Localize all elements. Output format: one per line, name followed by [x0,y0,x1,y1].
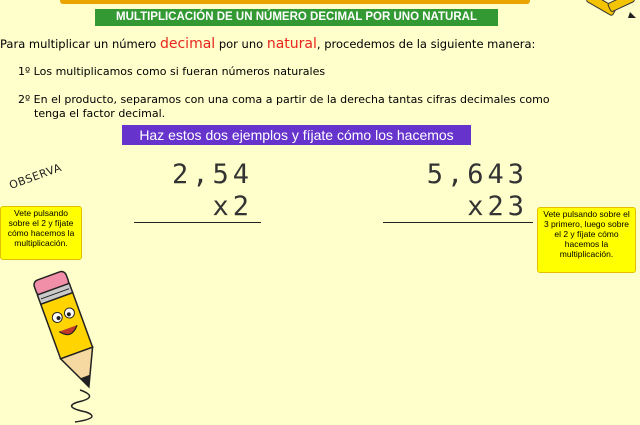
example-2-result-line [383,222,533,223]
top-banner-decoration [60,0,530,4]
keyword-decimal: decimal [159,36,216,52]
intro-text [0,36,640,52]
example-1-multiplier[interactable]: x2 [212,191,253,222]
example-2-multiplier[interactable]: x23 [467,191,528,222]
intro-part: Para multiplicar un número [0,37,160,51]
pencil-mascot-icon [20,262,120,425]
page-title: MULTIPLICACIÓN DE UN NÚMERO DECIMAL POR UNO NATURAL [95,9,498,26]
example-1-multiplicand: 2,54 [171,159,253,190]
intro-part: , procedemos de la siguiente manera: [316,37,536,51]
examples-subtitle: Haz estos dos ejemplos y fíjate cómo los hacemos [122,125,471,145]
example-2-multiplicand: 5,643 [426,159,528,190]
step-2 [18,93,578,121]
hint-box-example-2: Vete pulsando sobre el 3 primero, luego sobre el 2 y fíjate cómo hacemos la multiplicación. [537,207,636,273]
keyword-natural: natural [266,36,317,52]
hint-box-example-1: Vete pulsando sobre el 2 y fíjate cómo hacemos la multiplicación. [0,206,82,260]
pencil-icon [578,0,638,22]
step-2-line-2: tenga el factor decimal. [34,107,166,120]
step-1: 1º Los multiplicamos como si fueran números naturales [18,65,326,78]
intro-part: por uno [215,37,267,51]
observa-label: OBSERVA [7,161,64,192]
example-1-result-line [134,222,261,223]
step-2-line-1: 2º En el producto, separamos con una coma a partir de la derecha tantas cifras decimales como [18,93,550,106]
